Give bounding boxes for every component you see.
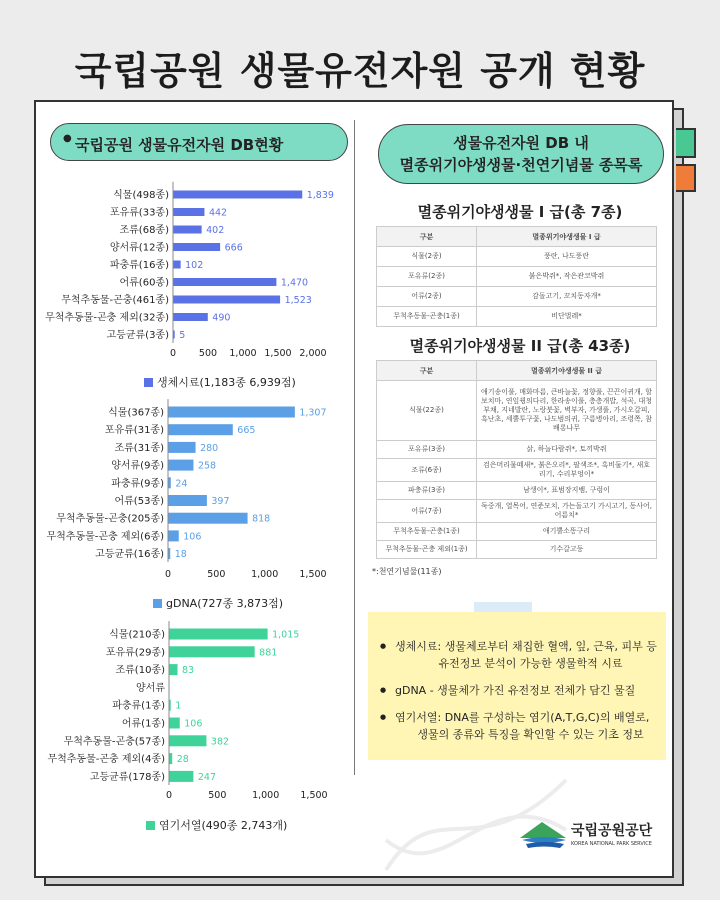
grade2-table xyxy=(376,360,657,559)
table-cell-species: 붉은박쥐*, 작은관코박쥐 xyxy=(477,267,657,287)
bar xyxy=(170,629,268,640)
chart-biosample xyxy=(45,182,334,359)
value-label: 1,015 xyxy=(272,629,300,641)
value-label: 5 xyxy=(179,330,186,341)
table-row xyxy=(377,441,657,459)
table-cell-species: 애기뿔소똥구리 xyxy=(477,523,657,541)
table-cell-species: 감돌고기, 꼬치동자개* xyxy=(477,287,657,307)
bar xyxy=(174,278,277,286)
value-label: 18 xyxy=(174,549,187,561)
bar xyxy=(169,442,196,453)
table-cell-species: 남생이*, 표범장지뱀, 구렁이 xyxy=(477,482,657,500)
bar xyxy=(174,313,208,321)
category-label: 조류(10종) xyxy=(115,665,165,677)
x-tick-label: 1,000 xyxy=(252,790,280,801)
grade1-title: 멸종위기야생생물 I 급(총 7종) xyxy=(417,203,623,221)
bar xyxy=(170,700,171,711)
value-label: 442 xyxy=(208,207,228,219)
definitions-list xyxy=(380,638,666,753)
table-row xyxy=(377,541,657,559)
definition-line1: ● 생체시료: 생물체로부터 채집한 혈액, 잎, 근육, 피부 등 xyxy=(395,640,657,653)
chart-sequence xyxy=(47,621,327,801)
legend-label: 염기서열(490종 2,743개) xyxy=(159,819,288,832)
table-row xyxy=(377,287,657,307)
value-label: 666 xyxy=(224,242,243,254)
category-label: 양서류 xyxy=(136,682,165,694)
value-label: 490 xyxy=(212,312,231,324)
right-header-line1: 생물유전자원 DB 내 xyxy=(453,134,589,152)
value-label: 106 xyxy=(183,531,202,543)
value-label: 665 xyxy=(237,425,256,437)
bar xyxy=(170,718,180,729)
definition-item xyxy=(380,682,666,699)
category-label: 고등균류(3종) xyxy=(106,330,169,341)
x-tick-label: 1,500 xyxy=(300,790,328,801)
table-cell-category: 어류(7종) xyxy=(377,500,477,523)
bar xyxy=(169,513,248,524)
table-header-cell: 구분 xyxy=(377,361,477,381)
category-label: 식물(367종) xyxy=(108,407,164,419)
table-row xyxy=(377,267,657,287)
bar xyxy=(169,407,295,418)
bar xyxy=(174,191,303,199)
grade2-title: 멸종위기야생생물 II 급(총 43종) xyxy=(409,337,631,355)
bar xyxy=(170,664,178,675)
bar xyxy=(170,771,194,782)
table-cell-category: 식물(22종) xyxy=(377,381,477,441)
category-label: 무척추동물-곤충 제외(6종) xyxy=(46,531,164,543)
x-tick-label: 1,500 xyxy=(264,348,292,359)
category-label: 어류(1종) xyxy=(121,718,165,730)
category-label: 무척추동물-곤충(205종) xyxy=(56,513,164,525)
x-tick-label: 0 xyxy=(165,790,173,801)
x-tick-label: 1,500 xyxy=(299,569,327,580)
category-label: 포유류(29종) xyxy=(105,647,165,659)
category-label: 파충류(16종) xyxy=(109,260,169,271)
table-cell-category: 포유류(3종) xyxy=(377,441,477,459)
legend-biosample xyxy=(144,374,296,390)
table-header-cell: 멸종위기야생생물 I 급 xyxy=(477,227,657,247)
logo-subtitle: KOREA NATIONAL PARK SERVICE xyxy=(571,841,652,847)
table-cell-category: 파충류(3종) xyxy=(377,482,477,500)
value-label: 397 xyxy=(211,496,230,507)
category-label: 파충류(1종) xyxy=(112,700,165,712)
bar xyxy=(169,548,171,559)
x-tick-label: 1,000 xyxy=(229,348,257,359)
x-tick-label: 2,000 xyxy=(299,348,327,359)
table-header-row xyxy=(377,227,657,247)
value-label: 881 xyxy=(259,647,278,659)
value-label: 1,307 xyxy=(299,407,327,419)
bar xyxy=(174,331,175,339)
legend-gdna xyxy=(153,595,283,611)
footnote: *:천연기념물(11종) xyxy=(372,567,442,576)
table-header-cell: 구분 xyxy=(377,227,477,247)
value-label: 1 xyxy=(175,700,182,712)
value-label: 402 xyxy=(206,225,225,236)
value-label: 1,523 xyxy=(284,295,312,306)
definition-item xyxy=(380,709,666,743)
chart-gdna xyxy=(46,399,326,580)
table-cell-category: 식물(2종) xyxy=(377,247,477,267)
table-cell-category: 포유류(2종) xyxy=(377,267,477,287)
table-cell-species: 애기송이풀, 매화마름, 큰바늘꽃, 정향풀, 끈끈이귀개, 할보치마, 연잎꿩의다리, 한라송이풀, 층층개밥, 석곡, 대청부채, 지네발란, 노랑붓꽃, 벽부자, 가생풀, 가시오갈피, 흑난초, 세뿔투구꽃, 나도범의귀, 구름병아리, 조령쪽, 참배롱나무 xyxy=(477,381,657,441)
value-label: 24 xyxy=(175,478,188,490)
bar xyxy=(169,460,194,471)
category-label: 조류(68종) xyxy=(119,225,169,236)
table-cell-species: 검은머리물떼새*, 붉은오리*, 팔색조*, 흑비둘기*, 새호리기, 수리부엉이* xyxy=(477,459,657,482)
value-label: 247 xyxy=(197,771,217,783)
logo-name: 국립공원공단 xyxy=(571,823,653,839)
value-label: 1,839 xyxy=(306,190,334,201)
table-row xyxy=(377,247,657,267)
table-row xyxy=(377,459,657,482)
value-label: 28 xyxy=(176,754,189,766)
category-label: 고등균류(16종) xyxy=(95,549,164,561)
value-label: 1,470 xyxy=(280,277,309,289)
x-tick-label: 500 xyxy=(208,790,227,801)
category-label: 식물(498종) xyxy=(113,190,169,201)
category-label: 양서류(9종) xyxy=(111,460,164,472)
category-label: 무척추동물-곤충(461종) xyxy=(61,295,169,306)
x-tick-label: 500 xyxy=(207,569,226,580)
bar xyxy=(170,735,207,746)
x-tick-label: 1,000 xyxy=(251,569,279,580)
category-label: 어류(60종) xyxy=(119,277,169,289)
category-label: 무척추동물-곤충(57종) xyxy=(63,736,165,748)
bar xyxy=(174,296,281,304)
x-tick-label: 500 xyxy=(198,348,218,359)
legend-label: 생체시료(1,183종 6,939점) xyxy=(157,376,296,389)
category-label: 무척추동물-곤충 제외(4종) xyxy=(47,754,165,766)
right-header-line2: 멸종위기야생생물·천연기념물 종목록 xyxy=(399,156,643,174)
table-cell-category: 무척추동물-곤충(1종) xyxy=(377,307,477,327)
category-label: 식물(210종) xyxy=(109,629,165,641)
bar xyxy=(174,226,202,234)
category-label: 포유류(33종) xyxy=(109,207,169,219)
category-label: 무척추동물-곤충 제외(32종) xyxy=(45,312,169,324)
definition-line2: 생물의 종류와 특징을 확인할 수 있는 기초 정보 xyxy=(417,728,644,741)
grade1-table xyxy=(376,226,657,327)
table-cell-species: 삵, 하늘다람쥐*, 토끼박쥐 xyxy=(477,441,657,459)
bar xyxy=(174,208,205,216)
category-label: 파충류(9종) xyxy=(111,478,164,490)
table-row xyxy=(377,381,657,441)
value-label: 280 xyxy=(200,442,219,454)
category-label: 고등균류(178종) xyxy=(89,771,165,783)
table-cell-species: 기수갈고둥 xyxy=(477,541,657,559)
legend-swatch xyxy=(146,821,155,830)
table-row xyxy=(377,307,657,327)
table-header-row xyxy=(377,361,657,381)
definitions-memo xyxy=(368,612,666,760)
category-label: 양서류(12종) xyxy=(109,242,169,254)
legend-sequence xyxy=(146,817,287,833)
legend-swatch xyxy=(144,378,153,387)
page-title: 국립공원 생물유전자원 공개 현황 xyxy=(74,49,646,93)
value-label: 258 xyxy=(197,460,217,472)
table-cell-category: 조류(6종) xyxy=(377,459,477,482)
table-cell-species: 둑중개, 열목어, 연준모치, 가는돌고기 가시고기, 동사어, 어름치* xyxy=(477,500,657,523)
bar xyxy=(169,495,207,506)
category-label: 포유류(31종) xyxy=(104,425,164,437)
definition-line1: ● gDNA - 생물체가 가진 유전정보 전체가 담긴 물질 xyxy=(395,684,636,697)
value-label: 382 xyxy=(210,736,230,748)
legend-swatch xyxy=(153,599,162,608)
table-cell-category: 무척추동물-곤충(1종) xyxy=(377,523,477,541)
x-tick-label: 0 xyxy=(169,348,177,359)
left-section-header: ● 국립공원 생물유전자원 DB현황 xyxy=(50,123,348,161)
bar xyxy=(174,261,181,269)
bar xyxy=(174,243,221,251)
bar xyxy=(170,753,173,764)
table-row xyxy=(377,500,657,523)
value-label: 106 xyxy=(184,718,203,730)
bar xyxy=(169,530,179,541)
bar xyxy=(170,646,255,657)
table-cell-species: 비단벌레* xyxy=(477,307,657,327)
table-cell-category: 무척추동물-곤충 제외(1종) xyxy=(377,541,477,559)
definition-line2: 유전정보 분석이 가능한 생물학적 시료 xyxy=(438,657,623,670)
x-tick-label: 0 xyxy=(164,569,172,580)
category-label: 조류(31종) xyxy=(114,442,164,454)
value-label: 818 xyxy=(252,513,271,525)
bar xyxy=(169,424,233,435)
table-row xyxy=(377,482,657,500)
category-label: 어류(53종) xyxy=(114,496,164,507)
bar xyxy=(169,477,171,488)
definition-item xyxy=(380,638,666,672)
table-row xyxy=(377,523,657,541)
value-label: 102 xyxy=(185,260,204,271)
definition-line1: ● 염기서열: DNA를 구성하는 염기(A,T,G,C)의 배열로, xyxy=(395,711,650,724)
table-cell-category: 어류(2종) xyxy=(377,287,477,307)
table-header-cell: 멸종위기야생생물 II 급 xyxy=(477,361,657,381)
value-label: 83 xyxy=(182,665,195,677)
table-cell-species: 풍란, 나도풍란 xyxy=(477,247,657,267)
legend-label: gDNA(727종 3,873점) xyxy=(166,597,284,610)
